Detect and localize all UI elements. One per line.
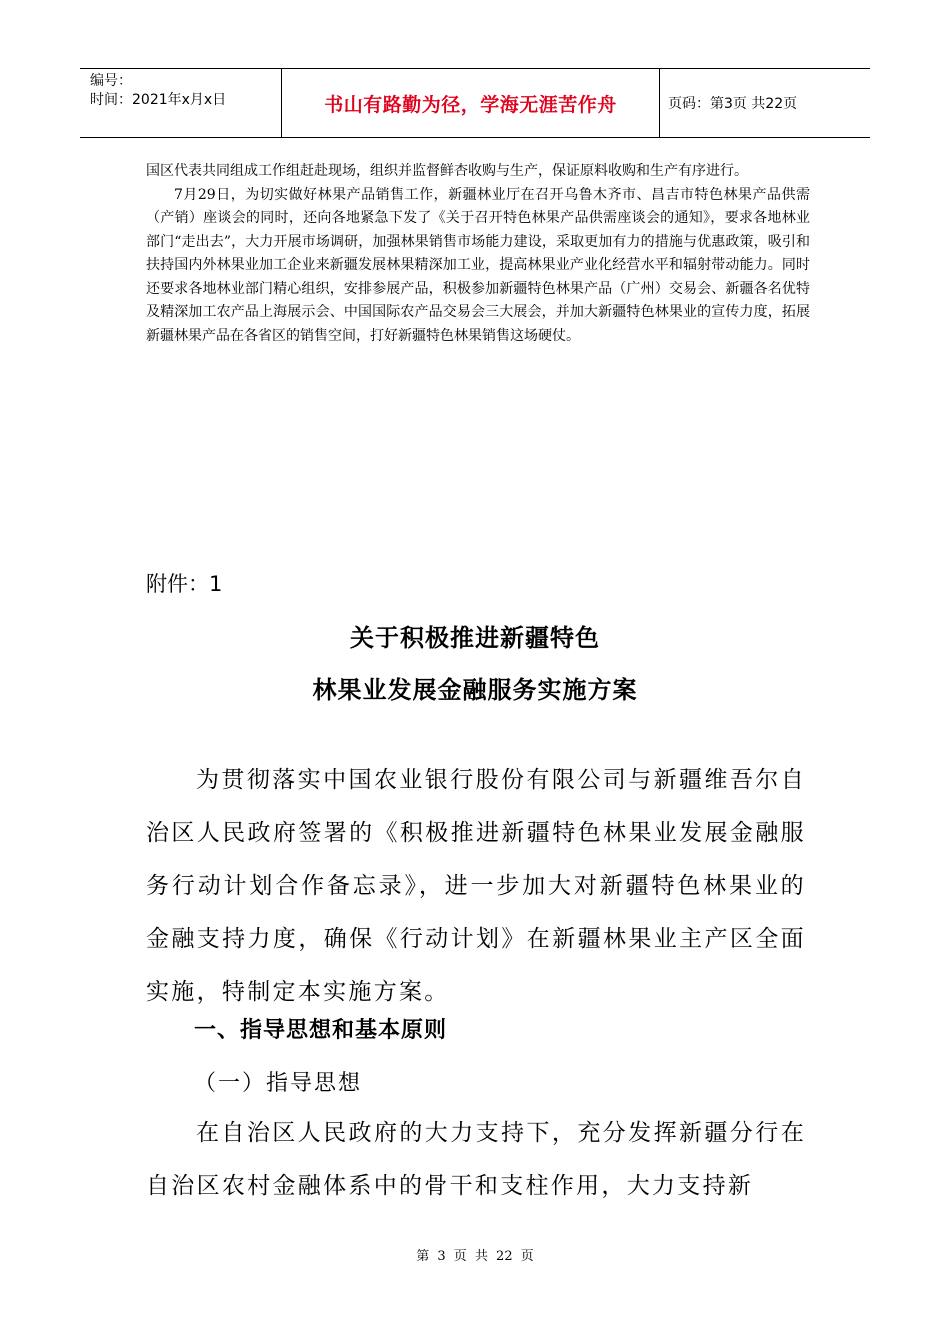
header-motto-cell: [282, 69, 660, 137]
body-paragraph-2-block: [146, 1107, 806, 1213]
section-heading-1: 一、指导思想和基本原则: [194, 1018, 448, 1043]
body-paragraph-1: 为贯彻落实中国农业银行股份有限公司与新疆维吾尔自治区人民政府签署的《积极推进新疆特色林果业发展金融服务行动计划合作备忘录》，进一步加大对新疆特色林果业的金融支持力度，确保《行动计划》在新疆林果业主产区全面实施，特制定本实施方案。: [146, 767, 806, 1005]
subsection-heading-1: （一）指导思想: [194, 1071, 363, 1096]
header-meta: [80, 69, 282, 137]
header-page-info-cell: [660, 69, 870, 137]
header-motto: 书山有路勤为径，学海无涯苦作舟: [324, 93, 617, 116]
intro-paragraph-1: 国区代表共同组成工作组赶赴现场，组织并监督鲜杏收购与生产，保证原料收购和生产有序进行。: [146, 163, 748, 179]
document-title-line-2: 林果业发展金融服务实施方案: [312, 676, 638, 704]
page-footer: 第 3 页 共 22 页: [416, 1249, 534, 1264]
document-number-label: 编号：: [90, 73, 132, 89]
body-paragraph-1-block: [146, 754, 806, 1019]
intro-text: [146, 160, 810, 348]
attachment-label: 附件：1: [146, 572, 223, 596]
body-paragraph-2: 在自治区人民政府的大力支持下，充分发挥新疆分行在自治区农村金融体系中的骨干和支柱作用，大力支持新: [146, 1120, 806, 1199]
page-header: [80, 68, 870, 138]
document-title-line-1: 关于积极推进新疆特色: [350, 624, 600, 652]
header-page-info: 页码：第3页 共22页: [668, 96, 798, 112]
intro-paragraph-2: 7月29日，为切实做好林果产品销售工作，新疆林业厅在召开乌鲁木齐市、昌吉市特色林果产品供需（产销）座谈会的同时，还向各地紧急下发了《关于召开特色林果产品供需座谈会的通知》，要求各地林业部门“走出去”，大力开展市场调研，加强林果销售市场能力建设，采取更加有力的措施与优惠政策，吸引和扶持国内外林果业加工企业来新疆发展林果精深加工业，提高林果业产业化经营水平和辐射带动能力。同时还要求各地林业部门精心组织，安排参展产品，积极参加新疆特色林果产品（广州）交易会、新疆各名优特及精深加工农产品上海展示会、中国国际农产品交易会三大展会，并加大新疆特色林果业的宣传力度，拓展新疆林果产品在各省区的销售空间，打好新疆特色林果销售这场硬仗。: [146, 186, 810, 344]
document-time: 时间：2021年x月x日: [90, 92, 227, 108]
